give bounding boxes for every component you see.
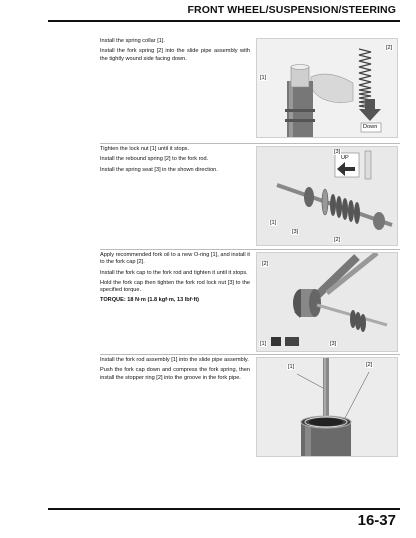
- page-header-title: FRONT WHEEL/SUSPENSION/STEERING: [187, 4, 396, 16]
- separator: [100, 143, 400, 144]
- paragraph: Tighten the lock nut [1] until it stops.: [100, 146, 190, 152]
- step-2-text: [100, 146, 250, 177]
- paragraph: Install the spring seat [3] in the shown direction.: [100, 166, 218, 173]
- fork-rod-illustration: [257, 358, 398, 457]
- step-1-text: [100, 38, 250, 66]
- callout-label: [2]: [262, 261, 269, 267]
- paragraph: Install the rebound spring [2] to the fork rod.: [100, 156, 209, 163]
- rebound-spring-illustration: [257, 147, 398, 246]
- direction-label-down: Down: [363, 124, 378, 130]
- figure-fork-rod: [256, 357, 398, 457]
- fork-cap-illustration: [257, 253, 398, 352]
- callout-label: [1]: [260, 75, 267, 81]
- figure-spring-install: [256, 38, 398, 138]
- figure-rebound-spring: [256, 146, 398, 246]
- callout-label: [1]: [260, 341, 267, 347]
- paragraph: Install the fork cap to the fork rod and tighten it until it stops.: [100, 269, 248, 276]
- callout-label: [3]: [292, 229, 299, 235]
- callout-label: [2]: [366, 362, 373, 368]
- step-3-text: [100, 252, 250, 308]
- direction-label-up: UP: [341, 155, 349, 161]
- paragraph: Install the fork spring [2] into the slide pipe assembly with the tightly wound side facing down.: [100, 48, 250, 62]
- callout-label: [2]: [386, 45, 393, 51]
- paragraph: Push the fork cap down and compress the fork spring, then install the stopper ring [2] into the groove in the fork pipe.: [100, 367, 250, 381]
- callout-label: [3]: [330, 341, 337, 347]
- separator: [100, 354, 400, 355]
- callout-label: [1]: [288, 364, 295, 370]
- separator: [100, 249, 400, 250]
- figure-fork-cap: [256, 252, 398, 352]
- paragraph: Install the spring collar [1].: [100, 38, 165, 44]
- paragraph: Hold the fork cap then tighten the fork rod lock nut [3] to the specified torque.: [100, 279, 250, 294]
- step-4-text: [100, 357, 250, 385]
- page-number: 16-37: [357, 512, 396, 529]
- callout-label: [3]: [334, 149, 341, 155]
- paragraph: Install the fork rod assembly [1] into the slide pipe assembly.: [100, 357, 249, 363]
- callout-label: [1]: [270, 220, 277, 226]
- paragraph: Apply recommended fork oil to a new O-ring [1], and install it to the fork cap [2].: [100, 252, 250, 266]
- torque-spec: TORQUE: 18 N·m (1.8 kgf·m, 13 lbf·ft): [100, 297, 200, 304]
- callout-label: [2]: [334, 237, 341, 243]
- footer-rule: [48, 508, 400, 510]
- header-rule: [48, 20, 400, 22]
